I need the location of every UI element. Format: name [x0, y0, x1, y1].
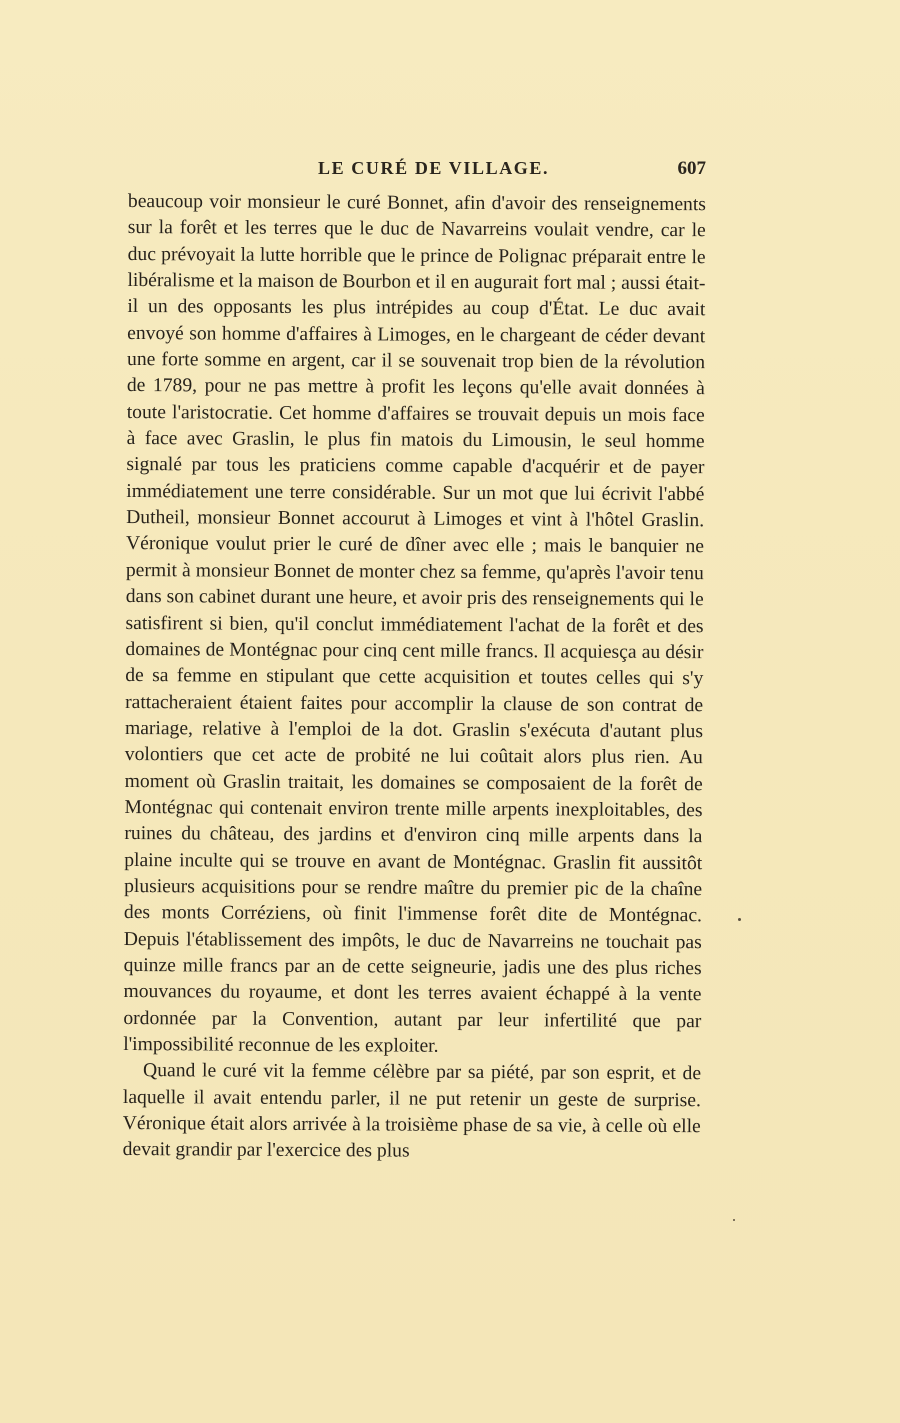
stray-ink-mark: [738, 918, 741, 921]
page-number: 607: [677, 158, 706, 179]
body-text: [123, 189, 706, 1167]
paragraph-continued: beaucoup voir monsieur le curé Bonnet, afin d'avoir des renseignements sur la forêt et les terres que le duc de Navarreins voulait vendre, car le duc prévoyait la lutte horrible que le prince de Polignac préparait entre le libéralisme et la maison de Bourbon et il en augurait fort mal ; aussi était-il un des opposants les plus intrépides au coup d'État. Le duc avait envoyé son homme d'affaires à Limoges, en le chargeant de céder devant une forte somme en argent, car il se souvenait trop bien de la révolution de 1789, pour ne pas mettre à profit les leçons qu'elle avait données à toute l'aristocratie. Cet homme d'affaires se trouvait depuis un mois face à face avec Graslin, le plus fin matois du Limousin, le seul homme signalé par tous les praticiens comme capable d'acquérir et de payer immédiatement une terre considérable. Sur un mot que lui écrivit l'abbé Dutheil, monsieur Bonnet accourut à Limoges et vint à l'hôtel Graslin. Véronique voulut prier le curé de dîner avec elle ; mais le banquier ne permit à monsieur Bonnet de monter chez sa femme, qu'après l'avoir tenu dans son cabinet durant une heure, et avoir pris des renseignements qui le satisfirent si bien, qu'il conclut immédiatement l'achat de la forêt et des domaines de Montégnac pour cinq cent mille francs. Il acquiesça au désir de sa femme en stipulant que cette acquisition et toutes celles qui s'y rattacheraient étaient faites pour accomplir la clause de son contrat de mariage, relative à l'emploi de la dot. Graslin s'exécuta d'autant plus volontiers que cet acte de probité ne lui coûtait alors plus rien. Au moment où Graslin traitait, les domaines se composaient de la forêt de Montégnac qui contenait environ trente mille arpents inexploitables, des ruines du château, des jardins et d'environ cinq mille arpents dans la plaine inculte qui se trouve en avant de Montégnac. Graslin fit aussitôt plusieurs acquisitions pour se rendre maître du premier pic de la chaîne des monts Corréziens, où finit l'immense forêt dite de Montégnac. Depuis l'établissement des impôts, le duc de Navarreins ne touchait pas quinze mille francs par an de cette seigneurie, jadis une des plus riches mouvances du royaume, et dont les terres avaient échappé à la vente ordonnée par la Convention, autant par leur infertilité que par l'impossibilité reconnue de les exploiter.: [123, 190, 706, 1057]
stray-ink-mark: [733, 1219, 735, 1221]
running-header: [128, 158, 706, 186]
paragraph-quand-le-cure: Quand le curé vit la femme célèbre par sa piété, par son esprit, et de laquelle il avait entendu parler, il ne put retenir un geste de surprise. Véronique était alors arrivée à la troisième phase de sa vie, à celle où elle devait grandir par l'exercice des plus: [122, 1060, 702, 1162]
running-title: LE CURÉ DE VILLAGE.: [318, 158, 550, 178]
